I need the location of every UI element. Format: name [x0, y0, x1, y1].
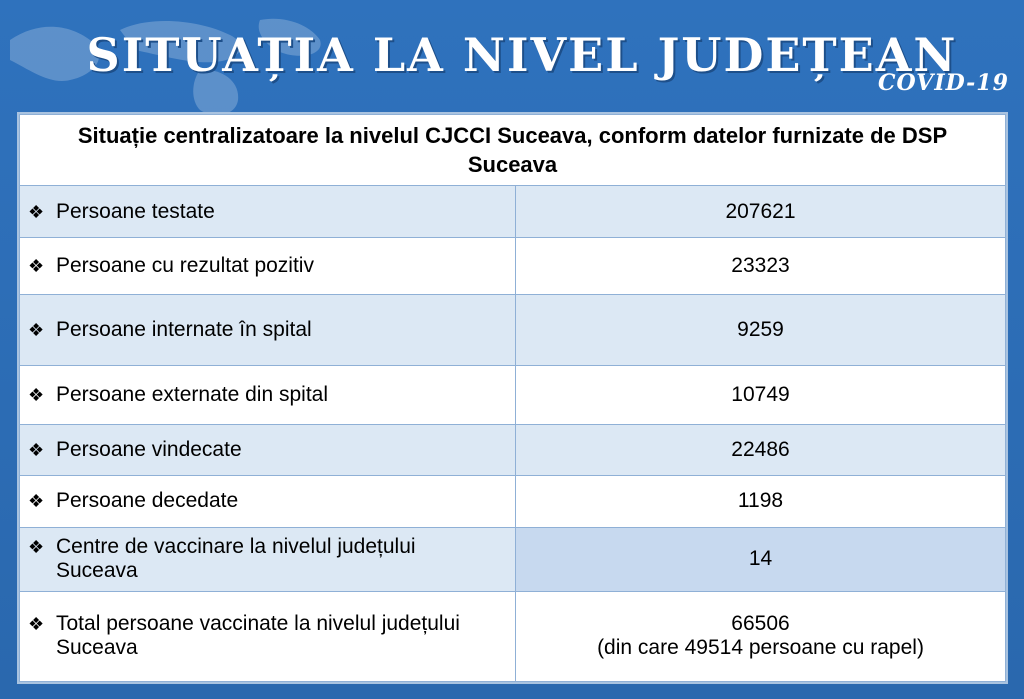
- page-title: SITUAȚIA LA NIVEL JUDEȚEAN: [86, 28, 958, 82]
- diamond-bullet-icon: ❖: [28, 439, 45, 460]
- row-value: 23323: [516, 238, 1006, 295]
- table-row: [20, 295, 1006, 366]
- diamond-bullet-icon: ❖: [28, 384, 45, 405]
- row-value-cell: [516, 591, 1006, 681]
- statistics-table: [17, 112, 1008, 684]
- row-label: Total persoane vaccinate la nivelul județului Suceava: [56, 612, 460, 660]
- covid-badge: COVID-19: [878, 70, 1009, 96]
- row-label: Persoane testate: [56, 199, 215, 223]
- row-label: Persoane vindecate: [56, 437, 242, 461]
- row-label: Centre de vaccinare la nivelul județului Suceava: [56, 535, 416, 583]
- diamond-bullet-icon: ❖: [28, 491, 45, 512]
- row-label: Persoane cu rezultat pozitiv: [56, 254, 314, 278]
- row-value: 9259: [516, 295, 1006, 366]
- diamond-bullet-icon: ❖: [28, 537, 45, 558]
- diamond-bullet-icon: ❖: [28, 256, 45, 277]
- row-value: 1198: [516, 475, 1006, 527]
- diamond-bullet-icon: ❖: [28, 614, 45, 635]
- row-label: Persoane internate în spital: [56, 318, 312, 342]
- table-row: [20, 424, 1006, 475]
- table-row: [20, 186, 1006, 238]
- table-heading: Situație centralizatoare la nivelul CJCCI Suceava, conform datelor furnizate de DSP Suceava: [20, 115, 1006, 186]
- row-label: Persoane externate din spital: [56, 382, 329, 406]
- table-row: [20, 238, 1006, 295]
- table-row: [20, 366, 1006, 424]
- table-row: [20, 591, 1006, 681]
- row-value: 66506: [731, 612, 790, 636]
- row-value-note: (din care 49514 persoane cu rapel): [597, 636, 924, 660]
- row-label: Persoane decedate: [56, 489, 239, 513]
- diamond-bullet-icon: ❖: [28, 201, 45, 222]
- diamond-bullet-icon: ❖: [28, 320, 45, 341]
- table-row: [20, 527, 1006, 591]
- row-value: 14: [516, 527, 1006, 591]
- row-value: 22486: [516, 424, 1006, 475]
- row-value: 207621: [516, 186, 1006, 238]
- row-value: 10749: [516, 366, 1006, 424]
- table-row: [20, 475, 1006, 527]
